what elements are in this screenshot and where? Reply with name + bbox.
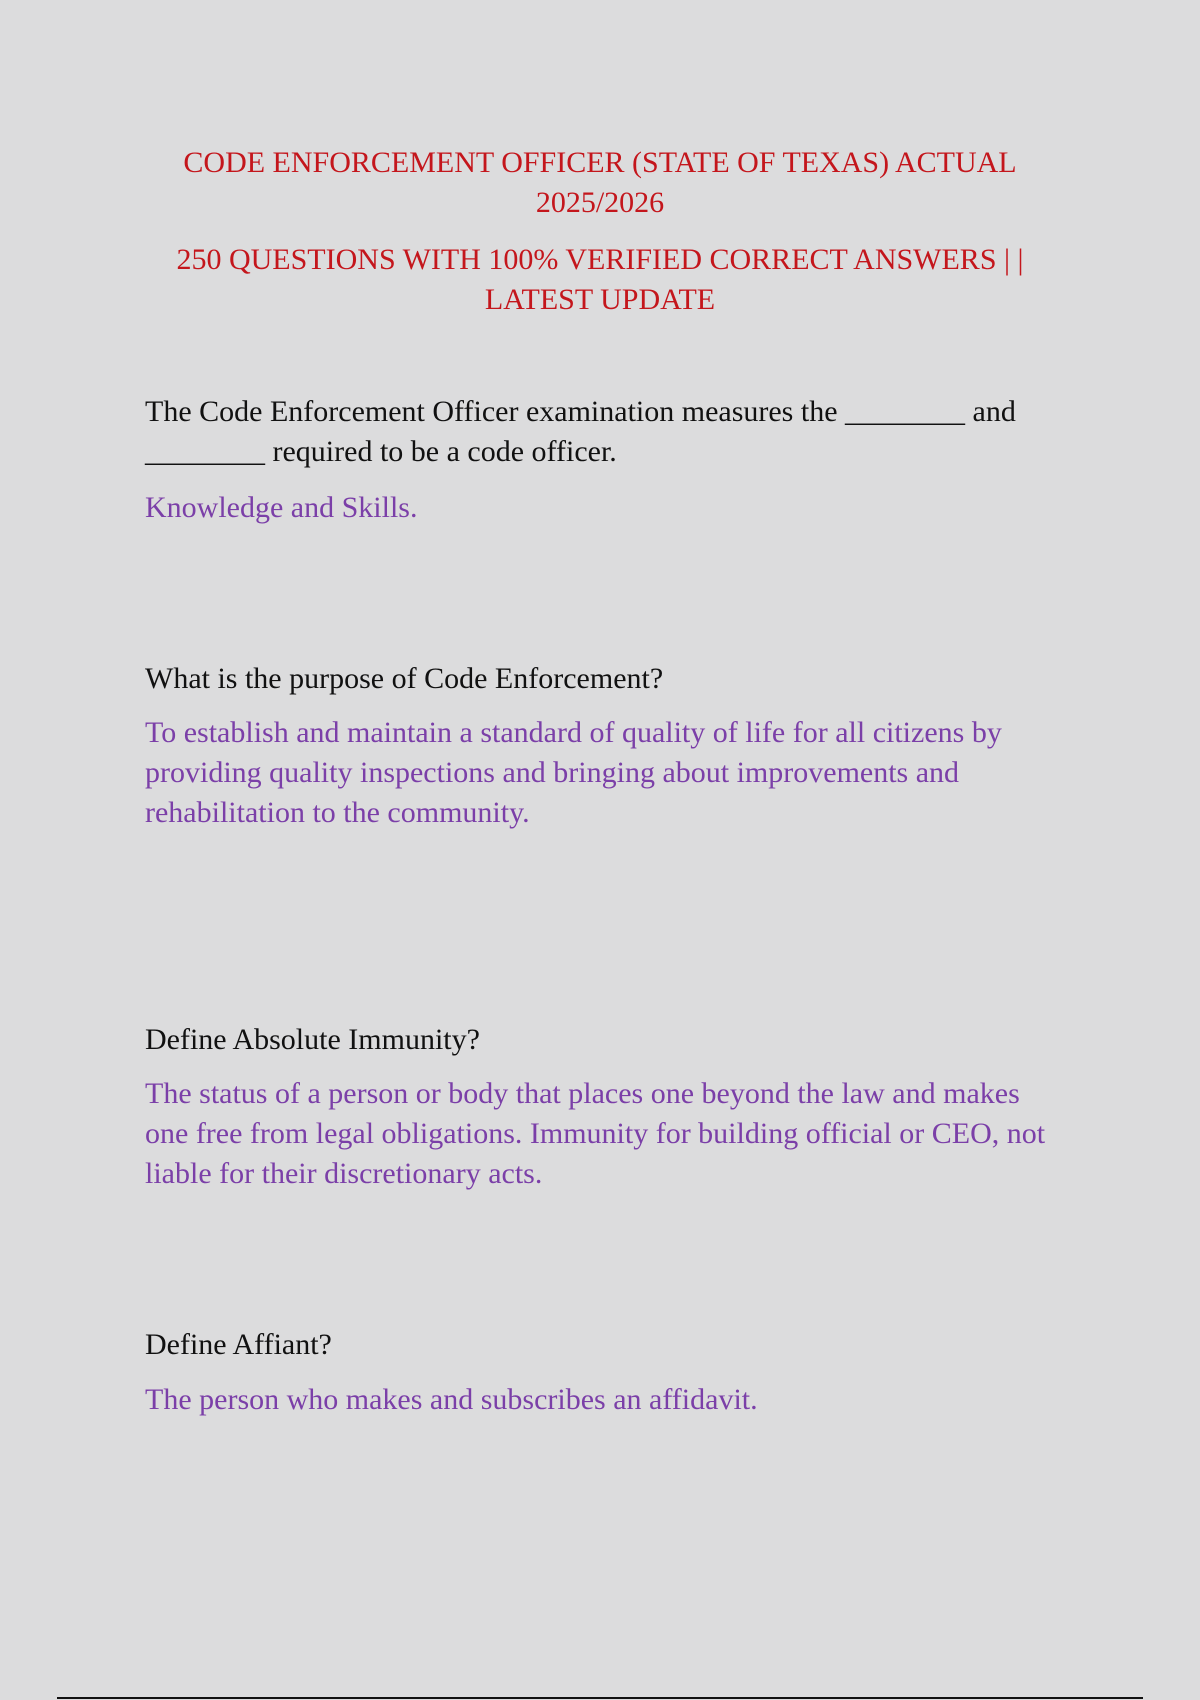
document-title: CODE ENFORCEMENT OFFICER (STATE OF TEXAS) ACTUAL 2025/2026 (183, 146, 1017, 219)
page-footer-divider (57, 1697, 1143, 1699)
question-4: Define Affiant? (145, 1328, 332, 1361)
document-subtitle: 250 QUESTIONS WITH 100% VERIFIED CORRECT ANSWERS | | LATEST UPDATE (176, 243, 1024, 316)
answer-3: The status of a person or body that places one beyond the law and makes one free from legal obligations. Immunity for building official or CEO, not liable for their discretionary acts. (145, 1077, 1046, 1190)
answer-2: To establish and maintain a standard of quality of life for all citizens by providing quality inspections and bringing about improvements and rehabilitation to the community. (145, 716, 1002, 829)
question-3: Define Absolute Immunity? (145, 1023, 480, 1056)
answer-4: The person who makes and subscribes an affidavit. (145, 1383, 758, 1416)
question-2: What is the purpose of Code Enforcement? (145, 662, 664, 695)
answer-1: Knowledge and Skills. (145, 491, 418, 524)
question-1: The Code Enforcement Officer examination measures the ________ and ________ required to be a code officer. (145, 395, 1016, 468)
